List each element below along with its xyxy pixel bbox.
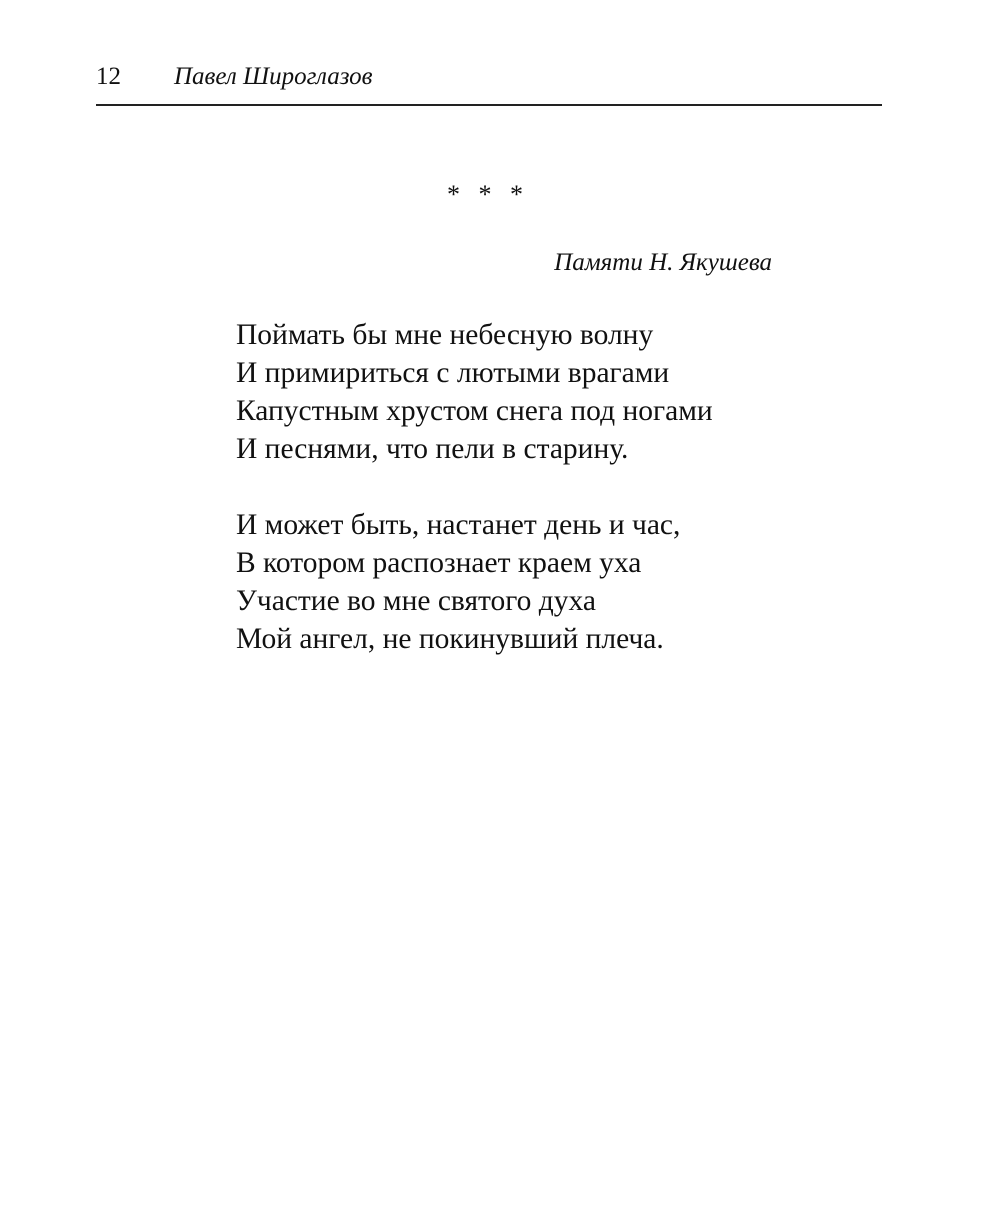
- verse-line: Капустным хрустом снега под ногами: [236, 395, 713, 427]
- page-number: 12: [96, 63, 121, 90]
- poem-separator: * * *: [447, 180, 529, 209]
- stanza-2: [236, 506, 796, 658]
- verse-line: И песнями, что пели в старину.: [236, 433, 629, 465]
- verse-line: Мой ангел, не покинувший плеча.: [236, 623, 664, 655]
- verse-line: И примириться с лютыми врагами: [236, 357, 670, 389]
- stanza-1: [236, 316, 796, 468]
- running-head: [96, 62, 882, 92]
- verse-line: И может быть, настанет день и час,: [236, 509, 681, 541]
- header-rule: [96, 104, 882, 106]
- dedication: Памяти Н. Якушева: [554, 249, 772, 276]
- author-name: Павел Широглазов: [174, 63, 373, 90]
- verse-line: Поймать бы мне небесную волну: [236, 319, 654, 351]
- verse-line: В котором распознает краем уха: [236, 547, 642, 579]
- verse-line: Участие во мне святого духа: [236, 585, 596, 617]
